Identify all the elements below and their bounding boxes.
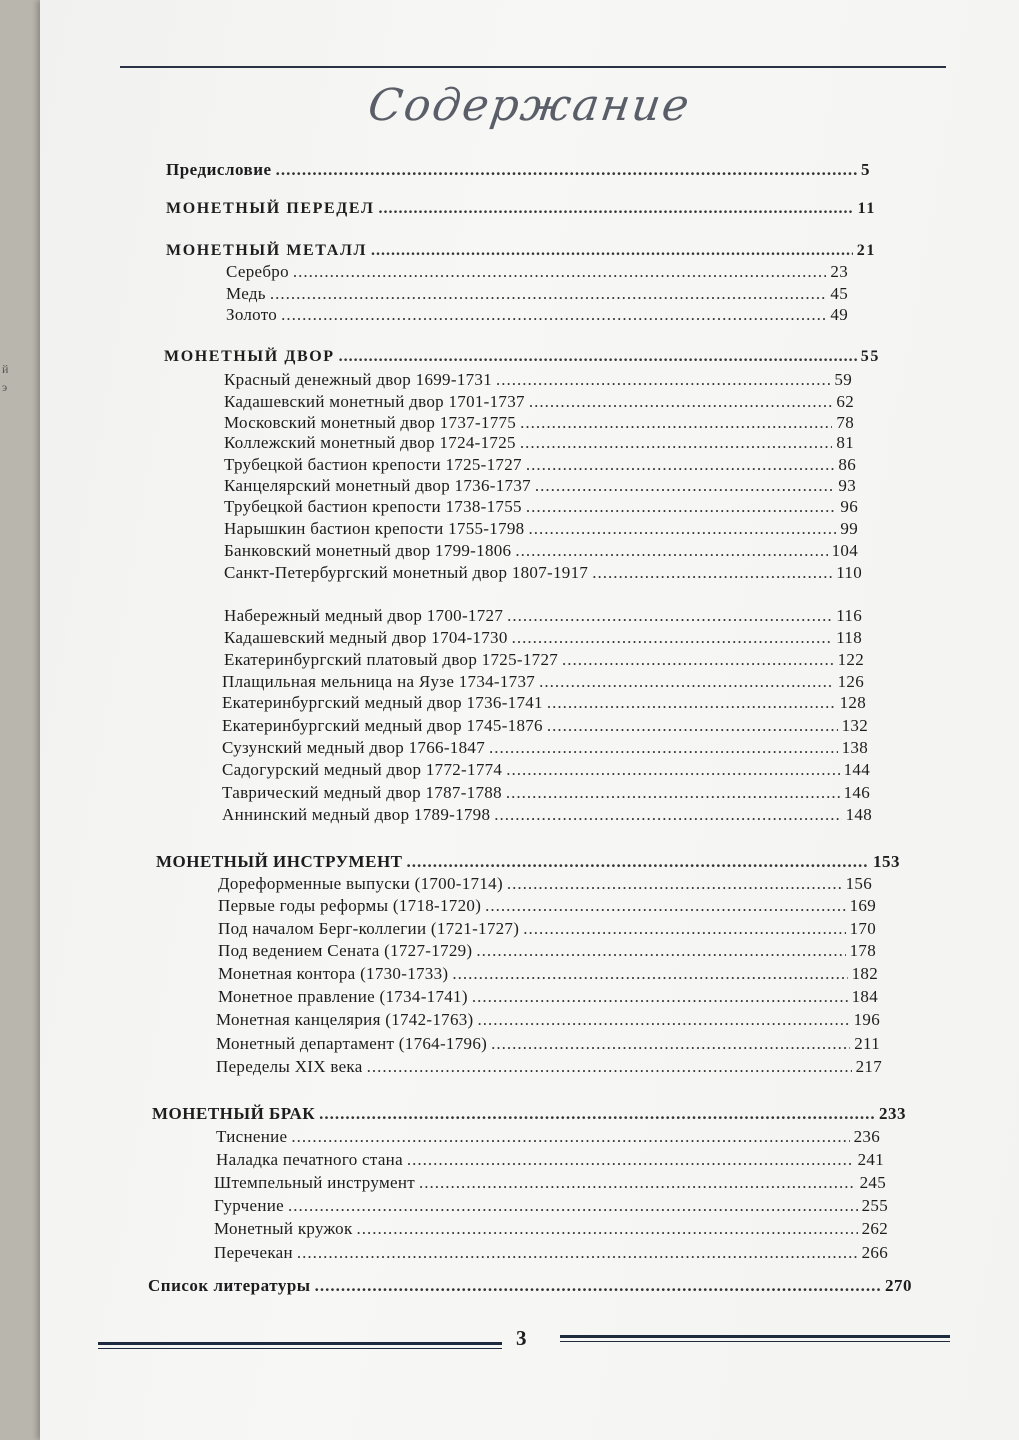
toc-leader-dots (419, 1173, 856, 1193)
toc-entry-page: 146 (843, 783, 870, 802)
toc-leader-dots (526, 497, 837, 517)
toc-entry-page: 55 (860, 348, 880, 365)
toc-entry-page: 62 (836, 392, 854, 411)
toc-entry-label: Банковский монетный двор 1799-1806 (224, 541, 512, 560)
toc-entry-label: Санкт-Петербургский монетный двор 1807-1917 (224, 563, 589, 582)
toc-entry-page: 148 (845, 805, 872, 824)
toc-entry (224, 392, 854, 412)
toc-entry (148, 1276, 912, 1296)
toc-leader-dots (371, 242, 853, 260)
toc-entry (218, 987, 878, 1007)
toc-leader-dots (472, 987, 848, 1007)
toc-entry-label: Медь (226, 284, 266, 303)
toc-leader-dots (297, 1243, 858, 1263)
toc-entry-label: МОНЕТНЫЙ ИНСТРУМЕНТ (156, 852, 403, 871)
toc-entry-label: Монетное правление (1734-1741) (218, 987, 468, 1006)
toc-leader-dots (339, 348, 857, 366)
toc-leader-dots (478, 1010, 850, 1030)
toc-leader-dots (507, 874, 842, 894)
page-title: Содержание (364, 80, 695, 131)
toc-leader-dots (276, 160, 857, 180)
toc-entry-page: 184 (851, 987, 878, 1006)
toc-entry (224, 628, 862, 648)
toc-entry (218, 896, 876, 916)
toc-entry (222, 805, 872, 825)
toc-entry (226, 262, 848, 282)
toc-entry-page: 45 (830, 284, 848, 303)
toc-entry-label: Перечекан (214, 1243, 293, 1262)
toc-entry-label: Нарышкин бастион крепости 1755-1798 (224, 519, 525, 538)
toc-entry (214, 1243, 888, 1263)
toc-leader-dots (515, 541, 827, 561)
toc-entry-page: 196 (853, 1010, 880, 1029)
toc-entry-page: 211 (854, 1034, 880, 1053)
toc-entry (156, 852, 900, 872)
toc-entry-label: Золото (226, 305, 278, 324)
toc-leader-dots (291, 1127, 849, 1147)
toc-entry (218, 874, 872, 894)
toc-entry-page: 128 (839, 693, 866, 712)
toc-entry-label: Монетный департамент (1764-1796) (216, 1034, 488, 1053)
toc-entry-page: 156 (845, 874, 872, 893)
toc-entry-label: МОНЕТНЫЙ МЕТАЛЛ (166, 242, 367, 259)
toc-entry-page: 78 (836, 413, 854, 432)
toc-entry (218, 919, 876, 939)
toc-entry-label: Сузунский медный двор 1766-1847 (222, 738, 485, 757)
toc-entry (214, 1219, 888, 1239)
book-page (40, 0, 1019, 1440)
toc-entry-label: Список литературы (148, 1276, 311, 1295)
toc-entry-label: МОНЕТНЫЙ ДВОР (164, 348, 335, 365)
toc-leader-dots (526, 455, 835, 475)
toc-entry (224, 650, 864, 670)
toc-leader-dots (494, 805, 841, 825)
toc-entry-label: Кадашевский монетный двор 1701-1737 (224, 392, 525, 411)
toc-entry (226, 305, 848, 325)
toc-entry (222, 760, 870, 780)
edge-letter: й (2, 362, 9, 376)
toc-entry (222, 738, 868, 758)
toc-entry-label: Монетная канцелярия (1742-1763) (216, 1010, 474, 1029)
toc-leader-dots (562, 650, 834, 670)
toc-entry-page: 5 (861, 160, 870, 179)
toc-entry-page: 241 (857, 1150, 884, 1169)
toc-entry-page: 233 (879, 1104, 906, 1123)
toc-entry-label: Гурчение (214, 1196, 284, 1215)
toc-leader-dots (535, 476, 834, 496)
toc-entry-label: Садогурский медный двор 1772-1774 (222, 760, 503, 779)
page-number: 3 (516, 1326, 527, 1350)
toc-entry (216, 1150, 884, 1170)
toc-entry (218, 964, 878, 984)
toc-entry-page: 118 (836, 628, 862, 647)
toc-leader-dots (407, 852, 869, 872)
toc-entry (214, 1173, 886, 1193)
toc-entry-page: 99 (840, 519, 858, 538)
toc-entry (224, 541, 858, 561)
toc-entry-page: 266 (861, 1243, 888, 1262)
toc-entry-page: 132 (841, 716, 868, 735)
toc-entry-label: Дореформенные выпуски (1700-1714) (218, 874, 503, 893)
toc-entry (164, 348, 880, 366)
toc-entry (224, 519, 858, 539)
toc-entry-page: 255 (861, 1196, 888, 1215)
toc-leader-dots (288, 1196, 858, 1216)
footer-rule-left-thin (98, 1348, 502, 1349)
toc-leader-dots (489, 738, 838, 758)
toc-leader-dots (319, 1104, 875, 1124)
toc-entry-page: 122 (837, 650, 864, 669)
toc-entry-page: 21 (856, 242, 876, 259)
toc-entry-page: 144 (843, 760, 870, 779)
toc-entry-label: Екатеринбургский платовый двор 1725-1727 (224, 650, 559, 669)
toc-leader-dots (407, 1150, 854, 1170)
toc-entry-label: Канцелярский монетный двор 1736-1737 (224, 476, 531, 495)
toc-entry (224, 413, 854, 433)
toc-entry (216, 1057, 882, 1077)
toc-entry-label: Под ведением Сената (1727-1729) (218, 941, 473, 960)
toc-entry-page: 11 (857, 200, 876, 217)
toc-entry (166, 200, 876, 218)
toc-entry-page: 126 (837, 672, 864, 691)
toc-entry (224, 433, 854, 453)
footer-rule-right-thin (560, 1341, 950, 1342)
toc-entry-label: Екатеринбургский медный двор 1736-1741 (222, 693, 543, 712)
toc-leader-dots (281, 305, 826, 325)
toc-entry (222, 716, 868, 736)
toc-entry-label: Предисловие (166, 160, 272, 179)
toc-entry-page: 270 (885, 1276, 912, 1295)
toc-entry-label: Плащильная мельница на Яузе 1734-1737 (222, 672, 536, 691)
toc-entry (224, 563, 862, 583)
toc-entry-page: 153 (873, 852, 900, 871)
toc-entry-label: Монетная контора (1730-1733) (218, 964, 449, 983)
toc-entry-label: Переделы XIX века (216, 1057, 363, 1076)
toc-entry-label: Коллежский монетный двор 1724-1725 (224, 433, 516, 452)
toc-entry-label: МОНЕТНЫЙ БРАК (152, 1104, 316, 1123)
toc-entry-label: Кадашевский медный двор 1704-1730 (224, 628, 508, 647)
toc-leader-dots (452, 964, 847, 984)
toc-leader-dots (315, 1276, 881, 1296)
toc-leader-dots (506, 760, 839, 780)
toc-entry-label: Первые годы реформы (1718-1720) (218, 896, 482, 915)
toc-leader-dots (357, 1219, 858, 1239)
toc-entry-page: 178 (849, 941, 876, 960)
toc-entry-page: 236 (853, 1127, 880, 1146)
footer-rule-left (98, 1342, 502, 1345)
toc-leader-dots (523, 919, 845, 939)
toc-leader-dots (528, 519, 836, 539)
toc-entry-page: 49 (830, 305, 848, 324)
toc-leader-dots (293, 262, 827, 282)
toc-entry (166, 242, 876, 260)
footer-rule-right (560, 1335, 950, 1338)
toc-entry (214, 1196, 888, 1216)
toc-entry-label: Набережный медный двор 1700-1727 (224, 606, 504, 625)
toc-entry-page: 104 (831, 541, 858, 560)
toc-entry (216, 1010, 880, 1030)
toc-entry (224, 606, 862, 626)
toc-leader-dots (379, 200, 854, 218)
toc-leader-dots (539, 672, 834, 692)
toc-entry (222, 672, 864, 692)
toc-entry (224, 455, 856, 475)
toc-leader-dots (592, 563, 832, 583)
toc-entry-page: 116 (836, 606, 862, 625)
toc-entry-label: Серебро (226, 262, 289, 281)
toc-entry (222, 783, 870, 803)
toc-entry-page: 59 (834, 370, 852, 389)
toc-entry-label: Трубецкой бастион крепости 1738-1755 (224, 497, 522, 516)
toc-leader-dots (529, 392, 833, 412)
toc-leader-dots (496, 370, 830, 390)
toc-entry (226, 284, 848, 304)
toc-entry-page: 170 (849, 919, 876, 938)
toc-entry (216, 1034, 880, 1054)
toc-leader-dots (520, 413, 832, 433)
toc-entry-label: Екатеринбургский медный двор 1745-1876 (222, 716, 543, 735)
toc-entry-page: 182 (851, 964, 878, 983)
toc-entry-label: Красный денежный двор 1699-1731 (224, 370, 493, 389)
toc-leader-dots (547, 716, 838, 736)
toc-leader-dots (485, 896, 845, 916)
toc-entry (218, 941, 876, 961)
toc-leader-dots (506, 783, 840, 803)
toc-entry-label: МОНЕТНЫЙ ПЕРЕДЕЛ (166, 200, 375, 217)
toc-entry-page: 81 (836, 433, 854, 452)
toc-entry-label: Тиснение (216, 1127, 288, 1146)
toc-leader-dots (547, 693, 836, 713)
toc-leader-dots (270, 284, 827, 304)
toc-entry-label: Наладка печатного стана (216, 1150, 403, 1169)
toc-entry-page: 93 (838, 476, 856, 495)
adjacent-page-edge (2, 360, 8, 396)
toc-entry (222, 693, 866, 713)
toc-entry-label: Под началом Берг-коллегии (1721-1727) (218, 919, 520, 938)
toc-entry-label: Московский монетный двор 1737-1775 (224, 413, 517, 432)
toc-leader-dots (491, 1034, 850, 1054)
toc-entry (224, 476, 856, 496)
toc-leader-dots (476, 941, 845, 961)
toc-entry-page: 138 (841, 738, 868, 757)
toc-entry-page: 86 (838, 455, 856, 474)
toc-leader-dots (507, 606, 832, 626)
toc-leader-dots (367, 1057, 852, 1077)
toc-entry (166, 160, 870, 180)
toc-entry (216, 1127, 880, 1147)
toc-entry-page: 169 (849, 896, 876, 915)
toc-entry-page: 217 (855, 1057, 882, 1076)
toc-entry-page: 245 (859, 1173, 886, 1192)
toc-entry-page: 23 (830, 262, 848, 281)
toc-leader-dots (520, 433, 833, 453)
toc-entry-label: Таврический медный двор 1787-1788 (222, 783, 502, 802)
toc-leader-dots (512, 628, 833, 648)
toc-entry-label: Штемпельный инструмент (214, 1173, 415, 1192)
toc-entry-label: Аннинский медный двор 1789-1798 (222, 805, 491, 824)
toc-entry-page: 262 (861, 1219, 888, 1238)
toc-entry-page: 96 (840, 497, 858, 516)
toc-entry (224, 497, 858, 517)
toc-entry (152, 1104, 906, 1124)
toc-entry (224, 370, 852, 390)
edge-letter: э (2, 380, 8, 394)
toc-entry-label: Трубецкой бастион крепости 1725-1727 (224, 455, 522, 474)
toc-entry-page: 110 (836, 563, 862, 582)
top-rule (120, 66, 946, 68)
toc-entry-label: Монетный кружок (214, 1219, 353, 1238)
